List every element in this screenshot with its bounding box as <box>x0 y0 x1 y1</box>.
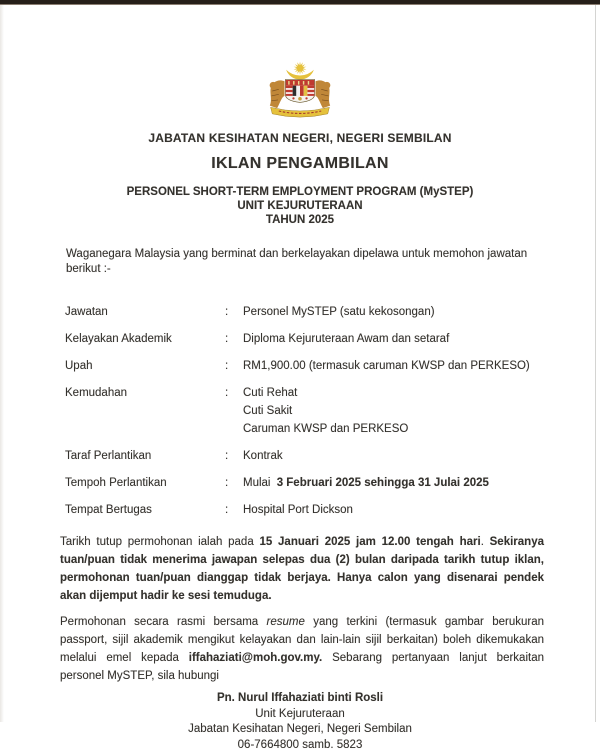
detail-row-kelayakan-akademik <box>65 330 560 348</box>
detail-label: Tempoh Perlantikan <box>65 474 225 492</box>
contact-department: Jabatan Kesihatan Negeri, Negeri Sembilan <box>0 722 600 738</box>
resume-italic: resume <box>267 616 305 628</box>
detail-value-line: Cuti Rehat <box>243 384 560 402</box>
detail-colon: : <box>225 330 243 348</box>
paragraph-segment: Permohonan secara rasmi bersama <box>60 616 267 628</box>
detail-row-jawatan <box>65 303 560 321</box>
crest-container <box>0 60 600 122</box>
detail-row-kemudahan <box>65 384 560 438</box>
detail-colon: : <box>225 474 243 492</box>
detail-colon: : <box>225 447 243 465</box>
closing-date-paragraph <box>0 533 600 605</box>
application-instructions-paragraph <box>0 613 600 685</box>
detail-value <box>243 384 560 438</box>
contact-name: Pn. Nurul Iffahaziati binti Rosli <box>0 691 600 707</box>
detail-value: Kontrak <box>243 447 560 465</box>
detail-label: Taraf Perlantikan <box>65 447 225 465</box>
document-title: IKLAN PENGAMBILAN <box>0 154 600 173</box>
contact-phone: 06-7664800 samb. 5823 <box>0 738 600 753</box>
paragraph-segment: . <box>481 536 490 548</box>
year-label: TAHUN 2025 <box>0 213 600 227</box>
paragraph-segment: Sebarang pertanyaan lanjut berkaitan personel MySTEP, sila hubungi <box>60 652 544 682</box>
detail-colon: : <box>225 384 243 402</box>
contact-block <box>0 691 600 753</box>
department-name: JABATAN KESIHATAN NEGERI, NEGERI SEMBILAN <box>0 131 600 145</box>
detail-colon: : <box>225 501 243 519</box>
detail-value-line: Caruman KWSP dan PERKESO <box>243 420 560 438</box>
detail-row-upah <box>65 357 560 375</box>
email-address: iffahaziati@moh.gov.my. <box>189 652 322 664</box>
rejection-notice-bold: Sekiranya tuan/puan tidak menerima jawapan selepas dua (2) bulan daripada tarikh tutup iklan, permohonan tuan/puan dianggap tidak berjaya. Hanya calon yang disenarai pendek akan dijemput hadir ke sesi temuduga. <box>60 536 544 602</box>
malaysia-coat-of-arms-icon <box>259 60 341 122</box>
detail-label: Upah <box>65 357 225 375</box>
detail-label: Tempat Bertugas <box>65 501 225 519</box>
detail-value-line: Cuti Sakit <box>243 402 560 420</box>
detail-value <box>243 474 560 492</box>
program-name: PERSONEL SHORT-TERM EMPLOYMENT PROGRAM (MySTEP) <box>0 185 600 199</box>
detail-value: RM1,900.00 (termasuk caruman KWSP dan PERKESO) <box>243 357 560 375</box>
detail-value: Personel MySTEP (satu kekosongan) <box>243 303 560 321</box>
detail-label: Jawatan <box>65 303 225 321</box>
detail-row-taraf-perlantikan <box>65 447 560 465</box>
detail-row-tempat-bertugas <box>65 501 560 519</box>
detail-value: Diploma Kejuruteraan Awam dan setaraf <box>243 330 560 348</box>
intro-text: Waganegara Malaysia yang berminat dan berkelayakan dipelawa untuk memohon jawatan berikut :- <box>0 247 600 277</box>
detail-label: Kelayakan Akademik <box>65 330 225 348</box>
contact-unit: Unit Kejuruteraan <box>0 707 600 723</box>
unit-name: UNIT KEJURUTERAAN <box>0 199 600 213</box>
job-details-list <box>0 303 600 519</box>
detail-colon: : <box>225 303 243 321</box>
detail-colon: : <box>225 357 243 375</box>
detail-value-prefix: Mulai <box>243 477 274 489</box>
paragraph-segment: yang terkini (termasuk gambar berukuran passport, sijil akademik mengikut kelayakan dan lain-lain sijil berkaitan) boleh dikemukakan melalui emel kepada <box>60 616 544 664</box>
detail-value: Hospital Port Dickson <box>243 501 560 519</box>
detail-label: Kemudahan <box>65 384 225 402</box>
detail-row-tempoh-perlantikan <box>65 474 560 492</box>
detail-value-bold: 3 Februari 2025 sehingga 31 Julai 2025 <box>277 477 489 489</box>
paragraph-segment: Tarikh tutup permohonan ialah pada <box>60 536 259 548</box>
closing-date-bold: 15 Januari 2025 jam 12.00 tengah hari <box>259 536 480 548</box>
